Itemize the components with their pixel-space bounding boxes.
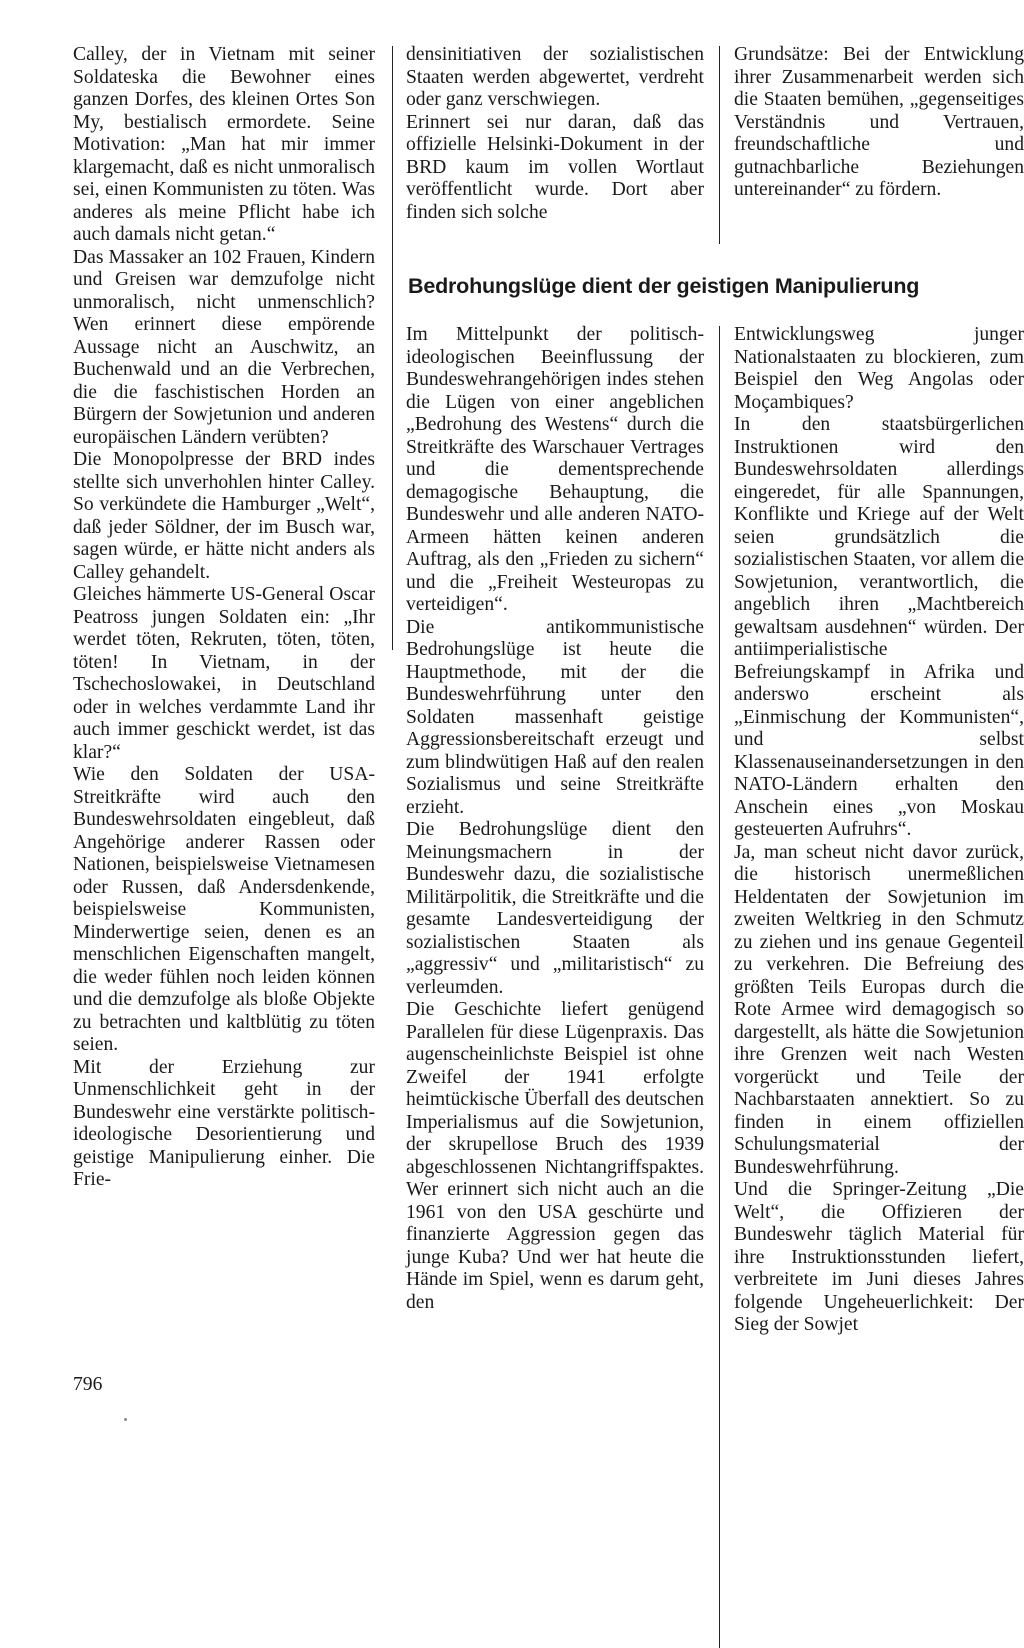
column-divider (392, 46, 393, 650)
column-divider (719, 326, 720, 1648)
paragraph: Ja, man scheut nicht davor zurück, die historisch unermeßlichen Heldentaten der Sowjetunion im zweiten Weltkrieg in den Schmutz zu ziehen und ins genaue Gegenteil zu verkehren. Die Befreiung des größten Teils Europas durch die Rote Armee wird demagogisch so dargestellt, als hätte die Sowjetunion ihre Grenzen weit nach Westen vorgerückt und Teile der Nachbarstaaten annektiert. So zu finden in einem offiziellen Schulungsmaterial der Bundeswehrführung. (734, 841, 1024, 1178)
paragraph: Die Geschichte liefert genügend Parallelen für diese Lügenpraxis. Das augenscheinlichste Beispiel ist ohne Zweifel der 1941 erfolgte heimtückische Überfall des deutschen Imperialismus auf die Sowjetunion, der skrupellose Bruch des 1939 abgeschlossenen Nichtangriffspaktes. Wer erinnert sich nicht auch an die 1961 von den USA geschürte und finanzierte Aggression gegen das junge Kuba? Und wer hat heute die Hände im Spiel, wenn es darum geht, den (406, 999, 704, 1313)
page-number: 796 (73, 1374, 103, 1395)
paragraph: Calley, der in Vietnam mit seiner Soldateska die Bewohner eines ganzen Dorfes, des kleinen Ortes Son My, bestialisch ermordete. Seine Motivation: „Man hat mir immer klargemacht, daß es nicht unmoralisch sei, einen Kommunisten zu töten. Was anderes als meine Pflicht habe ich auch damals nicht getan.“ (73, 44, 375, 245)
paragraph: In den staatsbürgerlichen Instruktionen wird den Bundeswehrsoldaten allerdings eingeredet, für alle Spannungen, Konflikte und Kriege auf der Welt seien grundsätzlich die sozialistischen Staaten, vor allem die Sowjetunion, verantwortlich, die angeblich ihren „Machtbereich gewaltsam ausdehnen“ würden. Der antiimperialistische Befreiungskampf in Afrika und anderswo erscheint als „Einmischung der Kommunisten“, und selbst Klassenauseinandersetzungen in den NATO-Ländern erhalten den Anschein eines „von Moskau gesteuerten Aufruhrs“. (734, 414, 1024, 840)
column-3-bottom (734, 324, 1024, 1337)
paragraph: Die Bedrohungslüge dient den Meinungsmachern in der Bundeswehr dazu, die sozialistische Militärpolitik, die Streitkräfte und die gesamte Landesverteidigung der sozialistischen Staaten als „aggressiv“ und „militaristisch“ zu verleumden. (406, 819, 704, 998)
paragraph: Gleiches hämmerte US-General Oscar Peatross jungen Soldaten ein: „Ihr werdet töten, Rekruten, töten, töten, töten! In Vietnam, in der Tschechoslowakei, in Deutschland oder in welches verdammte Land ihr auch immer geschickt werdet, ist das klar?“ (73, 584, 375, 763)
paragraph: Die Monopolpresse der BRD indes stellte sich unverhohlen hinter Calley. So verkündete die Hamburger „Welt“, daß jeder Söldner, der im Busch war, sagen würde, er hätte nicht anders als Calley gehandelt. (73, 449, 375, 583)
paragraph: Erinnert sei nur daran, daß das offizielle Helsinki-Dokument in der BRD kaum im vollen Wortlaut veröffentlicht wurde. Dort aber finden sich solche (406, 111, 704, 223)
section-heading: Bedrohungslüge dient der geistigen Manipulierung (408, 274, 920, 298)
column-3-top (734, 44, 1024, 202)
paragraph: Grundsätze: Bei der Entwicklung ihrer Zusammenarbeit werden sich die Staaten bemühen, „gegenseitiges Verständnis und Vertrauen, freundschaftliche und gutnachbarliche Beziehungen untereinander“ zu fördern. (734, 44, 1024, 200)
print-speck (124, 1418, 127, 1421)
paragraph: Wie den Soldaten der USA-Streitkräfte wird auch den Bundeswehrsoldaten eingebleut, daß Angehörige anderer Rassen oder Nationen, beispielsweise Vietnamesen oder Russen, daß Andersdenkende, beispielsweise Kommunisten, Minderwertige seien, denen es an menschlichen Eigenschaften mangelt, die weder fühlen noch leiden können und die demzufolge als bloße Objekte zu betrachten und kaltblütig zu töten seien. (73, 764, 375, 1055)
paragraph: Das Massaker an 102 Frauen, Kindern und Greisen war demzufolge nicht unmoralisch, nicht unmenschlich? Wen erinnert diese empörende Aussage nicht an Auschwitz, an Buchenwald und an die Verbrechen, die die faschistischen Horden an Bürgern der Sowjetunion und anderen europäischen Ländern verübten? (73, 246, 375, 448)
column-2-bottom (406, 324, 704, 1314)
paragraph: densinitiativen der sozialistischen Staaten werden abgewertet, verdreht oder ganz verschwiegen. (406, 44, 704, 110)
column-2-top (406, 44, 704, 224)
paragraph: Die antikommunistische Bedrohungslüge ist heute die Hauptmethode, mit der die Bundeswehrführung unter den Soldaten massenhaft geistige Aggressionsbereitschaft erzeugt und zum blindwütigen Haß auf den realen Sozialismus und seine Streitkräfte erzieht. (406, 616, 704, 818)
paragraph: Entwicklungsweg junger Nationalstaaten zu blockieren, zum Beispiel den Weg Angolas oder Moçambiques? (734, 324, 1024, 413)
paragraph: Im Mittelpunkt der politisch-ideologischen Beeinflussung der Bundeswehrangehörigen indes stehen die Lügen von einer angeblichen „Bedrohung des Westens“ durch die Streitkräfte des Warschauer Vertrages und die dementsprechende demagogische Behauptung, die Bundeswehr und alle anderen NATO-Armeen hätten keinen anderen Auftrag, als den „Frieden zu sichern“ und die „Freiheit Westeuropas zu verteidigen“. (406, 324, 704, 615)
column-1 (73, 44, 375, 1192)
column-divider (719, 46, 720, 244)
paragraph: Und die Springer-Zeitung „Die Welt“, die Offizieren der Bundeswehr täglich Material für ihre Instruktionsstunden liefert, verbreitete im Juni dieses Jahres folgende Ungeheuerlichkeit: Der Sieg der Sowjet (734, 1179, 1024, 1335)
paragraph: Mit der Erziehung zur Unmenschlichkeit geht in der Bundeswehr eine verstärkte politisch-ideologische Desorientierung und geistige Manipulierung einher. Die Frie- (73, 1056, 375, 1190)
